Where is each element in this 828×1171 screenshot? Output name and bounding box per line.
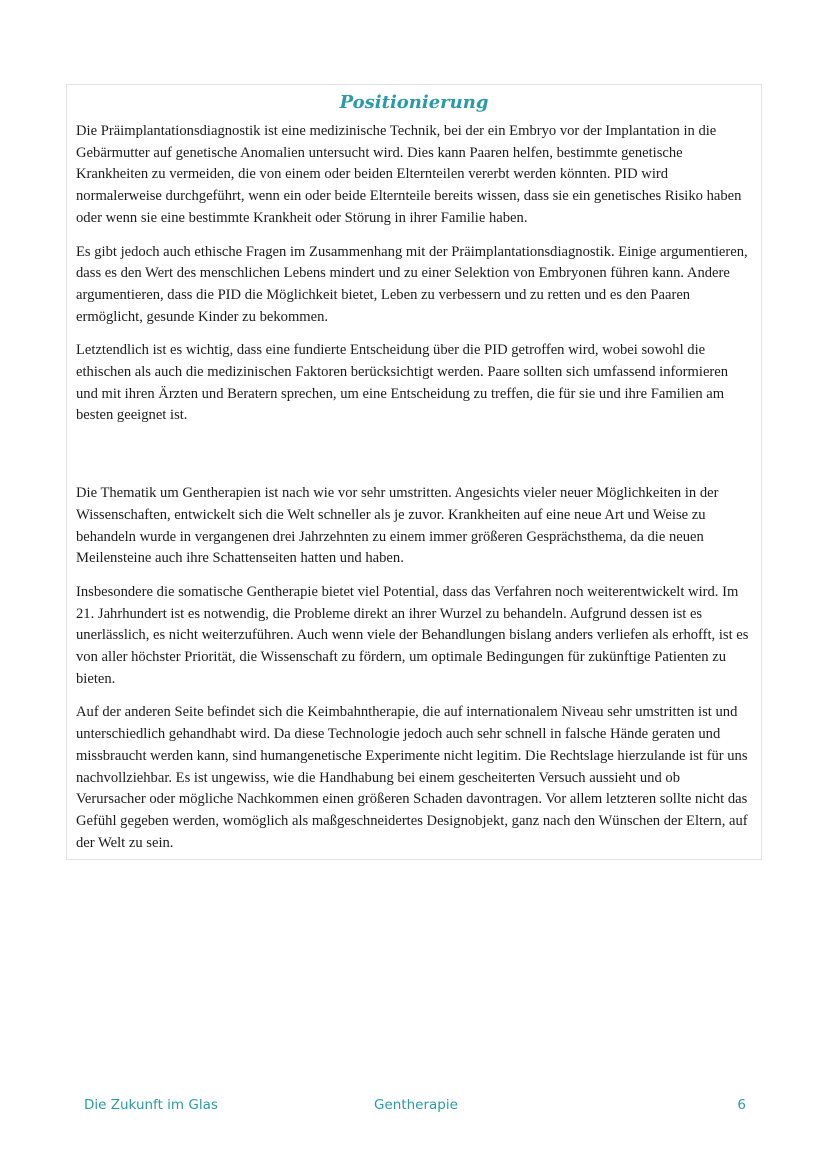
paragraph-pid-ethics: Es gibt jedoch auch ethische Fragen im Zusammenhang mit der Präimplantationsdiagnostik. Einige argumentieren, dass es den Wert des menschlichen Lebens mindert und zu einer Selektion von Embryonen führen kann. Andere argumentieren, dass die PID die Möglichkeit bietet, Leben zu verbessern und zu retten und es den Paaren ermöglicht, gesunde Kinder zu bekommen. [76, 243, 748, 325]
paragraph-germline-therapy: Auf der anderen Seite befindet sich die Keimbahntherapie, die auf internationalem Niveau sehr umstritten ist und unterschiedlich gehandhabt wird. Da diese Technologie jedoch auch sehr schnell in falsche Hände geraten und missbraucht werden kann, sind humangenetische Experimente nicht legitim. Die Rechtslage hierzulande ist für uns nachvollziehbar. Es ist ungewiss, wie die Handhabung bei einem gescheiterten Versuch aussieht und ob Verursacher oder mögliche Nachkommen einen größeren Schaden davontragen. Vor allem letzteren sollte nicht das Gefühl gegeben werden, womöglich als maßgeschneidertes Designobjekt, ganz nach den Wünschen der Eltern, auf der Welt zu sein. [76, 704, 748, 851]
page-footer [84, 1097, 746, 1117]
section-title: Positionierung [339, 92, 489, 113]
footer-chapter-title: Gentherapie [374, 1097, 458, 1113]
footer-document-title: Die Zukunft im Glas [84, 1097, 218, 1113]
paragraph-somatic-therapy: Insbesondere die somatische Gentherapie bietet viel Potential, dass das Verfahren noch weiterentwickelt wird. Im 21. Jahrhundert ist es notwendig, die Probleme direkt an ihrer Wurzel zu behandeln. Aufgrund dessen ist es unerlässlich, es nicht weiterzuführen. Auch wenn viele der Behandlungen bislang anders verliefen als erhofft, ist es von aller höchster Priorität, die Wissenschaft zu fördern, um optimale Bedingungen für zukünftige Patienten zu bieten. [76, 583, 749, 687]
paragraph-pid-intro: Die Präimplantationsdiagnostik ist eine medizinische Technik, bei der ein Embryo vor der Implantation in die Gebärmutter auf genetische Anomalien untersucht wird. Dies kann Paaren helfen, bestimmte genetische Krankheiten zu vermeiden, die von einem oder beiden Elternteilen vererbt werden könnten. PID wird normalerweise durchgeführt, wenn ein oder beide Elternteile bereits wissen, dass sie ein genetisches Risiko haben oder wenn sie eine bestimmte Krankheit oder Störung in ihrer Familie haben. [76, 123, 742, 226]
paragraph-gentherapy-intro: Die Thematik um Gentherapien ist nach wie vor sehr umstritten. Angesichts vieler neuer Möglichkeiten in der Wissenschaften, entwickelt sich die Welt schneller als je zuvor. Krankheiten auf eine neue Art und Weise zu behandeln wurde in vergangenen drei Jahrzehnten zu einem immer größeren Gesprächsthema, da die neuen Meilensteine auch ihre Schattenseiten hatten und haben. [76, 485, 719, 567]
footer-page-number: 6 [737, 1097, 746, 1113]
content-box [66, 84, 762, 860]
paragraph-pid-conclusion: Letztendlich ist es wichtig, dass eine fundierte Entscheidung über die PID getroffen wird, wobei sowohl die ethischen als auch die medizinischen Faktoren berücksichtigt werden. Paare sollten sich umfassend informieren und mit ihren Ärzten und Beratern sprechen, um eine Entscheidung zu treffen, die für sie und ihre Familien am besten geeignet ist. [76, 342, 729, 424]
section-spacer [76, 439, 752, 483]
